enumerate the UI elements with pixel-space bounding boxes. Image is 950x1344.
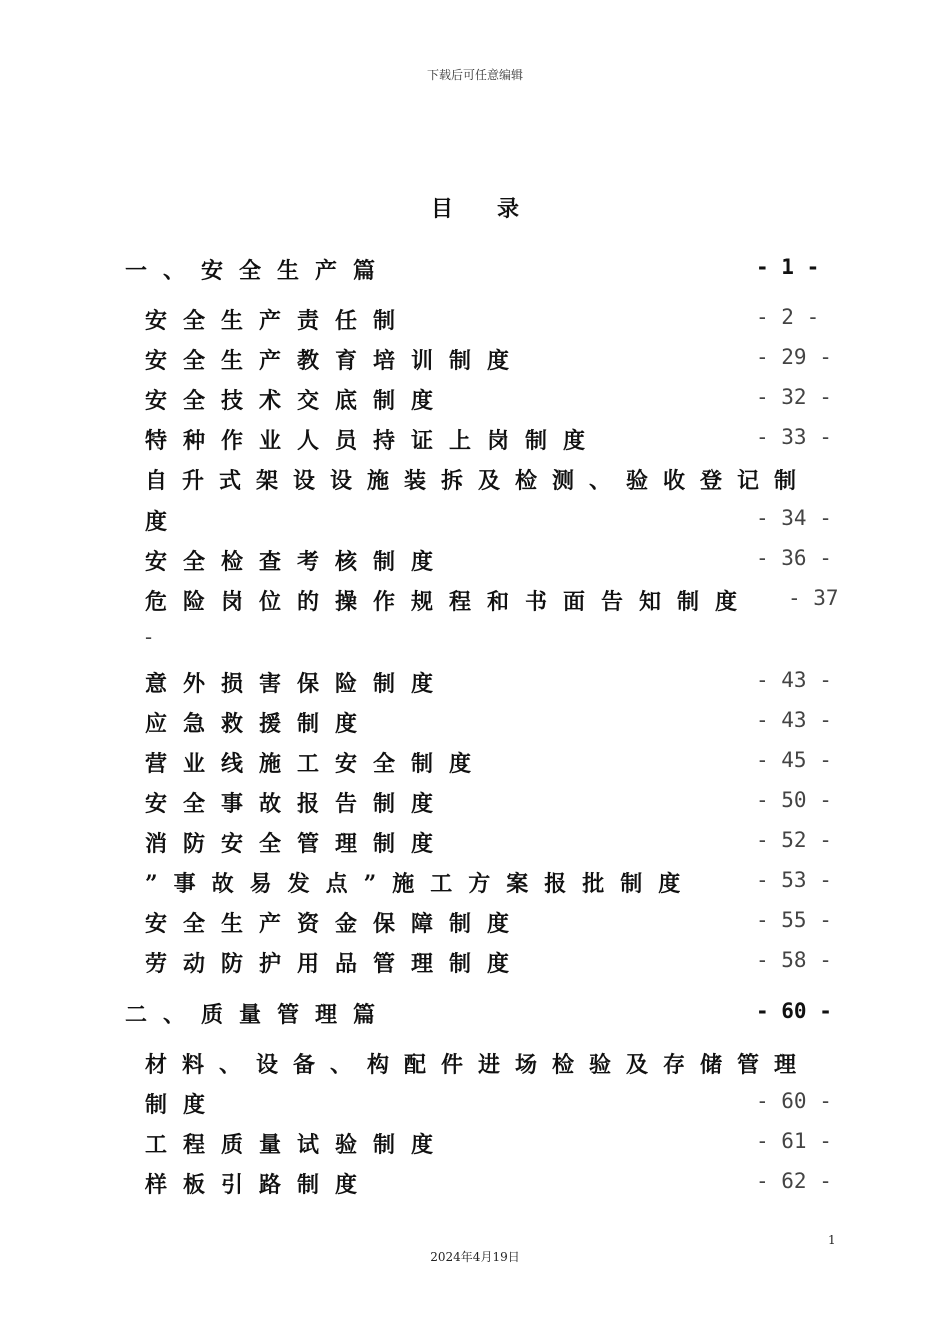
toc-entry[interactable] — [0, 907, 950, 947]
toc-wrapped-dash — [0, 625, 950, 665]
toc-entry-label: 样板引路制度 — [145, 1172, 374, 1198]
toc-page-number: - 61 - — [756, 1129, 832, 1153]
toc-entry-label: 材料、设备、构配件进场检验及存储管理 — [145, 1052, 812, 1078]
toc-entry[interactable] — [0, 464, 950, 504]
toc-page-number: - 55 - — [756, 908, 832, 932]
toc-entry-label: 意外损害保险制度 — [145, 671, 450, 697]
toc-entry[interactable] — [0, 667, 950, 707]
footer-date: 2024年4月19日 — [430, 1250, 520, 1264]
toc-page-number: - 60 - — [756, 1089, 832, 1113]
toc-section-row[interactable] — [0, 998, 950, 1038]
toc-section-label: 一、安全生产篇 — [125, 258, 392, 284]
toc-title: 目录 — [430, 196, 563, 222]
toc-page-number: - 43 - — [756, 708, 832, 732]
toc-entry-label: 营业线施工安全制度 — [145, 751, 488, 777]
toc-entry[interactable] — [0, 1128, 950, 1168]
toc-entry-label: 安全技术交底制度 — [145, 388, 450, 414]
toc-entry[interactable] — [0, 827, 950, 867]
toc-page-number: - 52 - — [756, 828, 832, 852]
toc-dash: - — [145, 625, 153, 649]
toc-page-number: - 36 - — [756, 546, 832, 570]
toc-entry-label: 自升式架设设施装拆及检测、验收登记制 — [145, 468, 812, 494]
toc-page-number: - 53 - — [756, 868, 832, 892]
toc-entry[interactable] — [0, 545, 950, 585]
toc-entry-label: 应急救援制度 — [145, 711, 374, 737]
toc-page-number: - 58 - — [756, 948, 832, 972]
page-header: 下载后可任意编辑 — [426, 68, 523, 82]
toc-page-number: - 29 - — [756, 345, 832, 369]
toc-entry-label: 安全事故报告制度 — [145, 791, 450, 817]
toc-page-number: - 37 — [788, 586, 839, 610]
toc-entry[interactable] — [0, 384, 950, 424]
toc-page-number: - 33 - — [756, 425, 832, 449]
toc-entry-label: 安全生产资金保障制度 — [145, 911, 526, 937]
toc-section-label: 二、质量管理篇 — [125, 1002, 392, 1028]
toc-entry-continuation[interactable] — [0, 505, 950, 545]
toc-entry[interactable] — [0, 947, 950, 987]
toc-page-number: - 43 - — [756, 668, 832, 692]
toc-entry-label: 安全检查考核制度 — [145, 549, 450, 575]
toc-entry[interactable] — [0, 787, 950, 827]
toc-entry-label: 消防安全管理制度 — [145, 831, 450, 857]
toc-entry[interactable] — [0, 304, 950, 344]
toc-entry-label: 安全生产教育培训制度 — [145, 348, 526, 374]
toc-entry-label: 度 — [145, 509, 184, 535]
toc-entry-label: 特种作业人员持证上岗制度 — [145, 428, 602, 454]
toc-entry-label: ”事故易发点”施工方案报批制度 — [145, 871, 697, 897]
toc-entry-label: 工程质量试验制度 — [145, 1132, 450, 1158]
toc-entry-label: 劳动防护用品管理制度 — [145, 951, 526, 977]
toc-entry[interactable] — [0, 1048, 950, 1088]
toc-section-row[interactable] — [0, 254, 950, 294]
toc-entry[interactable] — [0, 1168, 950, 1208]
toc-page-number: - 50 - — [756, 788, 832, 812]
toc-entry[interactable] — [0, 344, 950, 384]
toc-page-number: - 2 - — [756, 305, 820, 329]
toc-entry[interactable] — [0, 867, 950, 907]
toc-entry[interactable] — [0, 585, 950, 625]
toc-page-number: - 60 - — [756, 999, 832, 1023]
toc-entry-continuation[interactable] — [0, 1088, 950, 1128]
toc-page-number: - 1 - — [756, 255, 820, 279]
toc-entry[interactable] — [0, 707, 950, 747]
toc-page-number: - 62 - — [756, 1169, 832, 1193]
toc-page-number: - 32 - — [756, 385, 832, 409]
toc-entry-label: 安全生产责任制 — [145, 308, 412, 334]
toc-entry[interactable] — [0, 747, 950, 787]
page-number: 1 — [828, 1233, 836, 1247]
toc-entry[interactable] — [0, 424, 950, 464]
toc-entry-label: 制度 — [145, 1092, 222, 1118]
toc-page-number: - 45 - — [756, 748, 832, 772]
toc-entry-label: 危险岗位的操作规程和书面告知制度 — [145, 589, 754, 615]
toc-page-number: - 34 - — [756, 506, 832, 530]
